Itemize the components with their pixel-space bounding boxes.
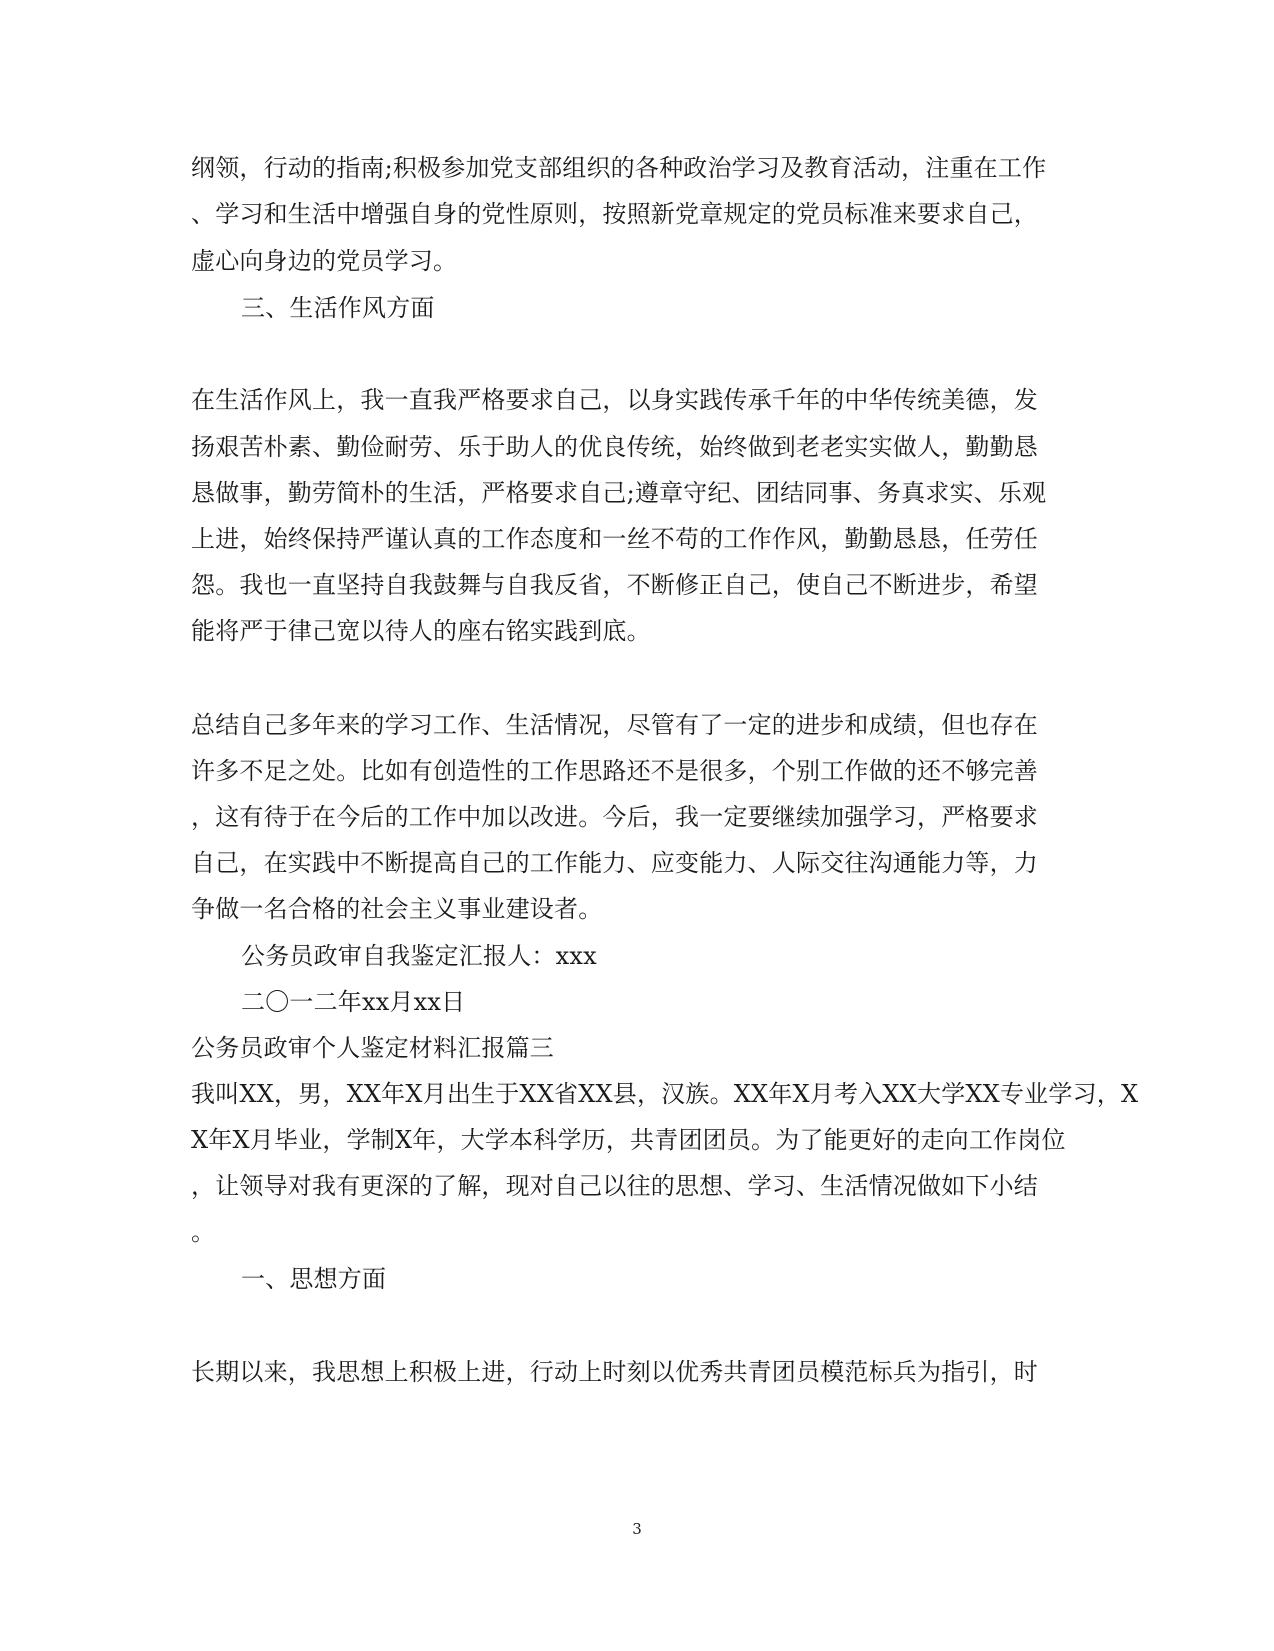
text-line: 。 [191,1218,216,1246]
text-line: 、学习和生活中增强自身的党性原则，按照新党章规定的党员标准来要求自己， [191,200,1038,228]
text-line: 总结自己多年来的学习工作、生活情况，尽管有了一定的进步和成绩，但也存在 [191,711,1038,739]
section-heading: 三、生活作风方面 [241,294,435,322]
page-number: 3 [632,1520,642,1538]
text-line: 我叫XX，男，XX年X月出生于XX省XX县，汉族。XX年X月考入XX大学XX专业学习，X [191,1080,1139,1108]
text-line: ，这有待于在今后的工作中加以改进。今后，我一定要继续加强学习，严格要求 [191,803,1038,831]
article-title: 公务员政审个人鉴定材料汇报篇三 [191,1034,554,1062]
text-line: 长期以来，我思想上积极上进，行动上时刻以优秀共青团员模范标兵为指引，时 [191,1358,1038,1386]
text-line: 许多不足之处。比如有创造性的工作思路还不是很多，个别工作做的还不够完善 [191,757,1038,785]
text-line: 恳做事，勤劳简朴的生活，严格要求自己;遵章守纪、团结同事、务真求实、乐观 [191,479,1047,507]
text-line: 自己，在实践中不断提高自己的工作能力、应变能力、人际交往沟通能力等，力 [191,849,1038,877]
text-line: 扬艰苦朴素、勤俭耐劳、乐于助人的优良传统，始终做到老老实实做人，勤勤恳 [191,433,1038,461]
section-heading: 一、思想方面 [241,1265,387,1293]
text-line: 纲领，行动的指南;积极参加党支部组织的各种政治学习及教育活动，注重在工作 [191,154,1047,182]
text-line: 上进，始终保持严谨认真的工作态度和一丝不苟的工作作风，勤勤恳恳，任劳任 [191,525,1038,553]
text-line: 争做一名合格的社会主义事业建设者。 [191,895,603,923]
text-line: 在生活作风上，我一直我严格要求自己，以身实践传承千年的中华传统美德，发 [191,386,1038,414]
text-line: 能将严于律己宽以待人的座右铭实践到底。 [191,617,651,645]
date-line: 二〇一二年xx月xx日 [241,988,466,1016]
text-line: X年X月毕业，学制X年，大学本科学历，共青团团员。为了能更好的走向工作岗位 [191,1126,1066,1154]
text-line: 虚心向身边的党员学习。 [191,247,458,275]
text-line: 怨。我也一直坚持自我鼓舞与自我反省，不断修正自己，使自己不断进步，希望 [191,571,1038,599]
reporter-line: 公务员政审自我鉴定汇报人：xxx [241,942,597,970]
text-line: ，让领导对我有更深的了解，现对自己以往的思想、学习、生活情况做如下小结 [191,1172,1038,1200]
